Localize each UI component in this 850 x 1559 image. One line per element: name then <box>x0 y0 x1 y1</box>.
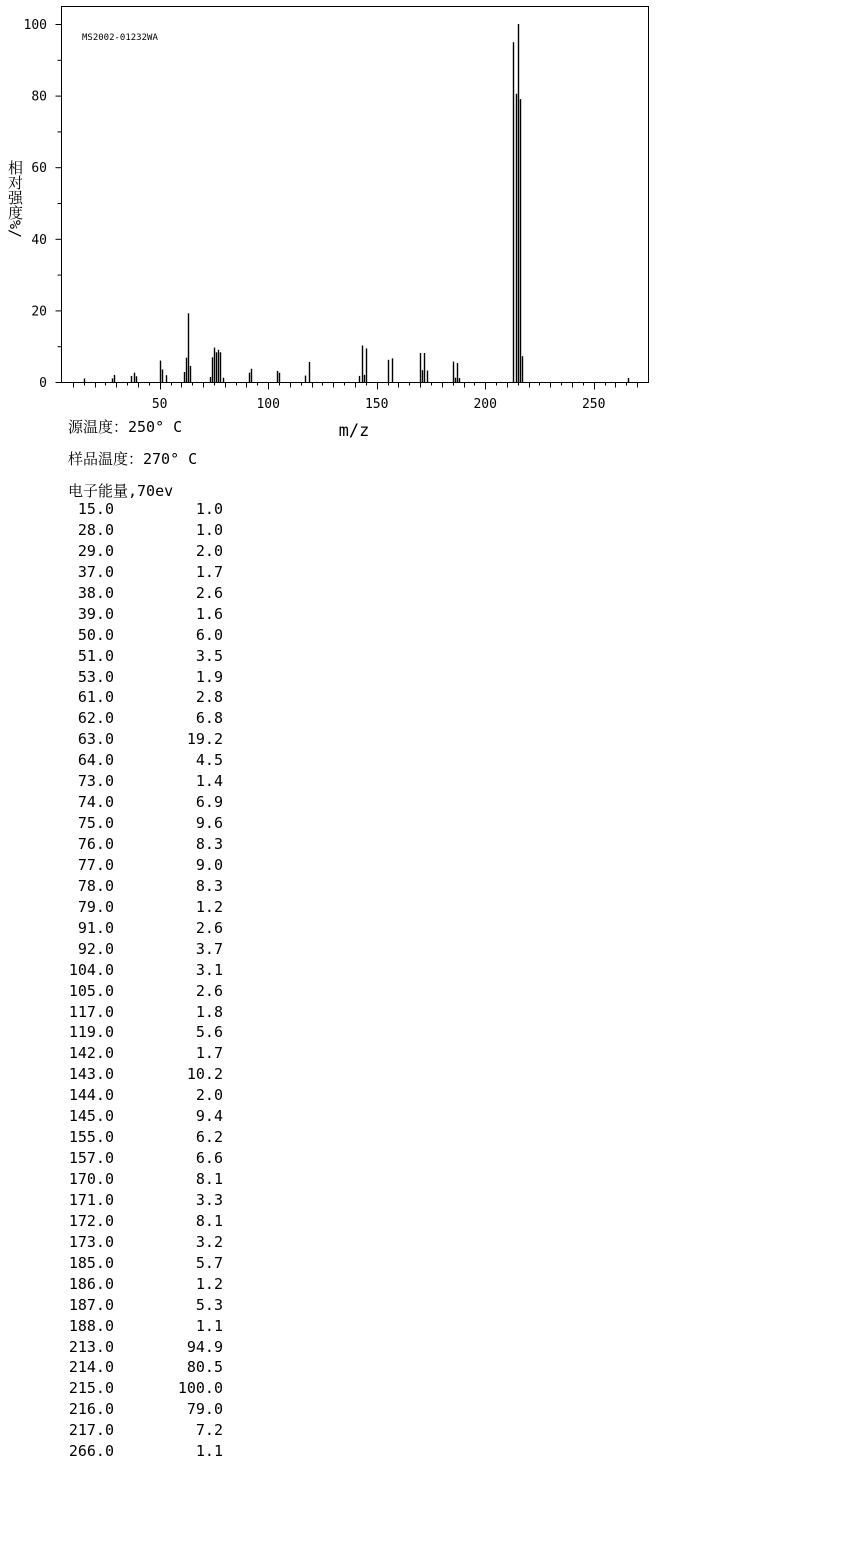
peak-intensity: 2.6 <box>195 981 223 1000</box>
peak-intensity: 2.6 <box>195 918 223 937</box>
peak-row <box>56 1337 256 1358</box>
peak-row <box>56 981 256 1002</box>
peak-mz: 63.0 <box>77 730 114 749</box>
peak-intensity: 10.2 <box>186 1065 223 1084</box>
peak-intensity: 19.2 <box>186 730 223 749</box>
peak-intensity: 8.1 <box>195 1211 223 1230</box>
peak-intensity: 2.0 <box>195 541 223 560</box>
peak-row <box>56 792 256 813</box>
y-axis <box>24 18 62 391</box>
peak-intensity: 6.0 <box>195 625 223 644</box>
peak-intensity: 79.0 <box>186 1400 223 1419</box>
x-axis <box>74 383 638 413</box>
peak-mz: 105.0 <box>68 981 114 1000</box>
peak-intensity: 1.7 <box>195 562 223 581</box>
peak-mz: 91.0 <box>77 918 114 937</box>
peak-row <box>56 1148 256 1169</box>
peak-intensity: 9.0 <box>195 855 223 874</box>
peak-mz: 37.0 <box>77 562 114 581</box>
peak-row <box>56 1085 256 1106</box>
y-tick-label: 20 <box>31 304 47 320</box>
y-tick-label: 40 <box>31 232 47 248</box>
peak-mz: 215.0 <box>68 1379 114 1398</box>
x-tick-label: 150 <box>364 397 389 412</box>
peak-row <box>56 1211 256 1232</box>
peak-intensity: 2.0 <box>195 1086 223 1105</box>
peak-mz: 144.0 <box>68 1086 114 1105</box>
peak-intensity: 94.9 <box>186 1337 223 1356</box>
peak-row <box>56 1253 256 1274</box>
peak-intensity: 1.2 <box>195 897 223 916</box>
peak-mz: 173.0 <box>68 1232 114 1251</box>
peak-intensity: 1.0 <box>195 500 223 518</box>
spectrum-bars <box>85 24 629 382</box>
y-tick-label: 80 <box>31 89 47 105</box>
peak-row <box>56 1295 256 1316</box>
peak-intensity: 5.3 <box>195 1295 223 1314</box>
peak-intensity: 3.2 <box>195 1232 223 1251</box>
plot-frame <box>62 7 649 383</box>
peak-row <box>56 562 256 583</box>
peak-mz: 64.0 <box>77 751 114 770</box>
peak-intensity: 100.0 <box>177 1379 223 1398</box>
peak-intensity: 2.8 <box>195 688 223 707</box>
chart-title: MS2002-01232WA <box>82 33 158 43</box>
peak-mz: 172.0 <box>68 1211 114 1230</box>
peak-intensity: 8.1 <box>195 1170 223 1188</box>
peak-mz: 74.0 <box>77 793 114 812</box>
peak-row <box>56 583 256 604</box>
peak-mz: 92.0 <box>77 939 114 958</box>
peak-mz: 145.0 <box>68 1107 114 1126</box>
x-tick-label: 100 <box>256 397 280 412</box>
source-temperature: 源温度：250° C <box>68 418 183 436</box>
peak-intensity: 1.0 <box>195 520 223 539</box>
electron-energy: 电子能量,70ev <box>68 482 174 500</box>
peak-row <box>56 834 256 855</box>
peak-row <box>56 939 256 960</box>
peak-intensity: 7.2 <box>195 1421 223 1440</box>
peak-row <box>56 918 256 939</box>
peak-row <box>56 646 256 667</box>
peak-row <box>56 687 256 708</box>
peak-table <box>56 499 256 1462</box>
peak-intensity: 3.3 <box>195 1190 223 1209</box>
peak-intensity: 1.8 <box>195 1002 223 1021</box>
peak-mz: 266.0 <box>68 1442 114 1461</box>
peak-intensity: 3.1 <box>195 960 223 979</box>
peak-mz: 157.0 <box>68 1149 114 1168</box>
peak-mz: 188.0 <box>68 1316 114 1335</box>
peak-mz: 73.0 <box>77 772 114 791</box>
peak-mz: 170.0 <box>68 1170 114 1188</box>
peak-row <box>56 960 256 981</box>
peak-mz: 76.0 <box>77 835 114 853</box>
peak-intensity: 8.3 <box>195 835 223 853</box>
peak-row <box>56 1420 256 1441</box>
peak-row <box>56 667 256 688</box>
peak-row <box>56 499 256 520</box>
peak-mz: 28.0 <box>77 520 114 539</box>
peak-intensity: 1.4 <box>195 772 223 791</box>
peak-row <box>56 1441 256 1462</box>
peak-mz: 143.0 <box>68 1065 114 1084</box>
peak-intensity: 1.2 <box>195 1274 223 1293</box>
peak-intensity: 5.6 <box>195 1023 223 1042</box>
peak-row <box>56 1316 256 1337</box>
peak-intensity: 1.6 <box>195 604 223 623</box>
peak-mz: 15.0 <box>77 500 114 518</box>
peak-row <box>56 876 256 897</box>
peak-mz: 53.0 <box>77 667 114 686</box>
peak-intensity: 6.6 <box>195 1149 223 1168</box>
peak-mz: 39.0 <box>77 604 114 623</box>
peak-intensity: 6.9 <box>195 793 223 812</box>
mass-spectrum-chart <box>0 0 850 445</box>
peak-row <box>56 1169 256 1190</box>
peak-mz: 75.0 <box>77 814 114 833</box>
sample-temperature: 样品温度：270° C <box>68 450 198 468</box>
x-tick-label: 250 <box>581 397 606 412</box>
peak-intensity: 6.8 <box>195 709 223 728</box>
peak-row <box>56 855 256 876</box>
x-tick-label: 50 <box>151 397 168 412</box>
peak-mz: 38.0 <box>77 583 114 602</box>
peak-mz: 29.0 <box>77 541 114 560</box>
x-axis-label: m/z <box>338 421 370 441</box>
peak-mz: 142.0 <box>68 1044 114 1063</box>
peak-mz: 77.0 <box>77 855 114 874</box>
peak-row <box>56 813 256 834</box>
peak-mz: 155.0 <box>68 1128 114 1147</box>
peak-mz: 171.0 <box>68 1190 114 1209</box>
y-tick-label: 0 <box>39 376 47 391</box>
peak-row <box>56 1043 256 1064</box>
peak-mz: 119.0 <box>68 1023 114 1042</box>
peak-intensity: 1.9 <box>195 667 223 686</box>
peak-intensity: 9.6 <box>195 814 223 833</box>
peak-intensity: 5.7 <box>195 1253 223 1272</box>
peak-row <box>56 541 256 562</box>
peak-row <box>56 1127 256 1148</box>
peak-mz: 217.0 <box>68 1421 114 1440</box>
peak-intensity: 9.4 <box>195 1107 223 1126</box>
peak-mz: 187.0 <box>68 1295 114 1314</box>
peak-intensity: 3.5 <box>195 646 223 665</box>
peak-row <box>56 750 256 771</box>
peak-row <box>56 729 256 750</box>
y-tick-label: 100 <box>23 18 47 33</box>
peak-row <box>56 1357 256 1378</box>
peak-row <box>56 1002 256 1023</box>
peak-row <box>56 897 256 918</box>
peak-row <box>56 1399 256 1420</box>
peak-mz: 78.0 <box>77 876 114 895</box>
peak-mz: 186.0 <box>68 1274 114 1293</box>
peak-row <box>56 1378 256 1399</box>
peak-intensity: 6.2 <box>195 1128 223 1147</box>
peak-intensity: 3.7 <box>195 939 223 958</box>
peak-row <box>56 1232 256 1253</box>
peak-row <box>56 771 256 792</box>
peak-mz: 61.0 <box>77 688 114 707</box>
peak-mz: 216.0 <box>68 1400 114 1419</box>
peak-row <box>56 520 256 541</box>
peak-mz: 214.0 <box>68 1358 114 1377</box>
peak-row <box>56 604 256 625</box>
peak-mz: 185.0 <box>68 1253 114 1272</box>
peak-intensity: 4.5 <box>195 751 223 770</box>
y-axis-label: 相对强度%/ <box>6 160 24 239</box>
y-tick-label: 60 <box>31 161 47 177</box>
peak-mz: 51.0 <box>77 646 114 665</box>
peak-intensity: 1.1 <box>195 1442 223 1461</box>
peak-row <box>56 1274 256 1295</box>
peak-intensity: 8.3 <box>195 876 223 895</box>
peak-row <box>56 1106 256 1127</box>
peak-mz: 213.0 <box>68 1337 114 1356</box>
peak-row <box>56 1064 256 1085</box>
x-tick-label: 200 <box>473 397 497 412</box>
peak-intensity: 80.5 <box>186 1358 223 1377</box>
peak-mz: 62.0 <box>77 709 114 728</box>
peak-row <box>56 1022 256 1043</box>
peak-intensity: 1.1 <box>195 1316 223 1335</box>
peak-mz: 117.0 <box>68 1002 114 1021</box>
peak-intensity: 1.7 <box>195 1044 223 1063</box>
peak-mz: 104.0 <box>68 960 114 979</box>
peak-mz: 50.0 <box>77 625 114 644</box>
peak-row <box>56 625 256 646</box>
peak-row <box>56 708 256 729</box>
peak-mz: 79.0 <box>77 897 114 916</box>
peak-row <box>56 1190 256 1211</box>
peak-intensity: 2.6 <box>195 583 223 602</box>
